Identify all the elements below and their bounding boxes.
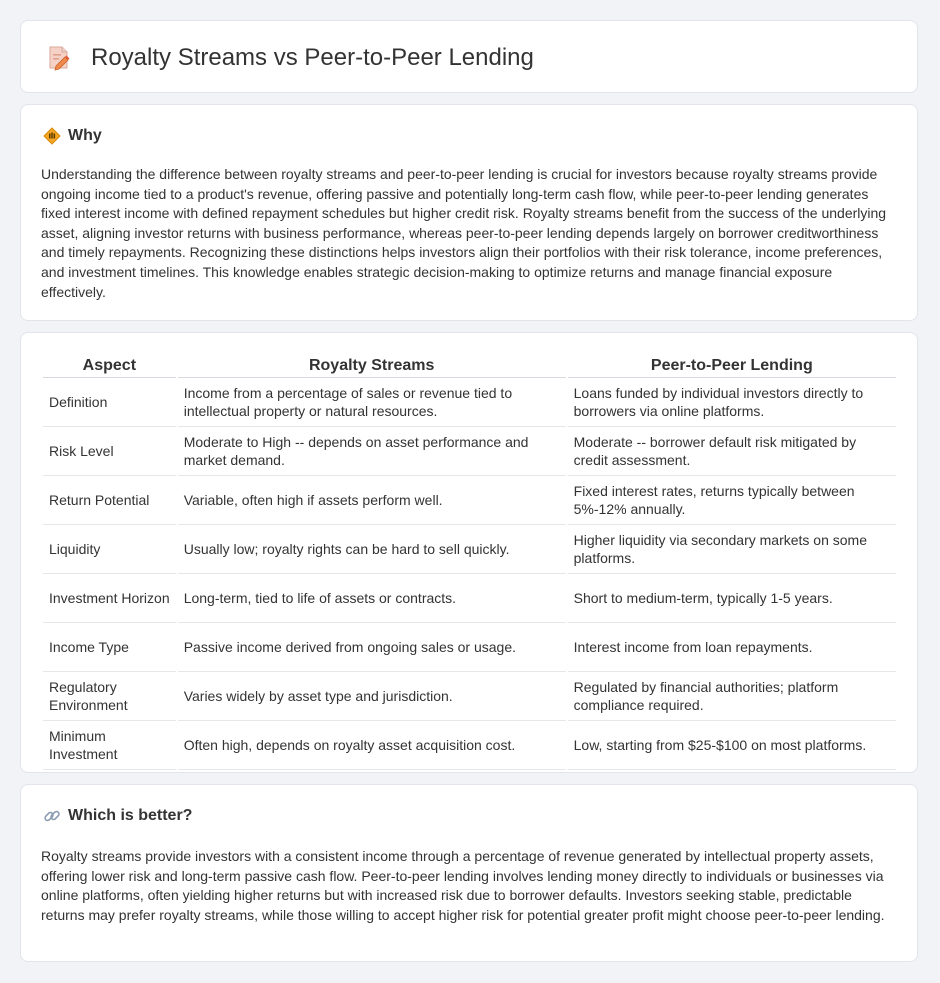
why-section bbox=[20, 104, 918, 321]
row-royalty-cell: Passive income derived from ongoing sales or usage. bbox=[178, 623, 566, 672]
row-p2p-cell: Low, starting from $25-$100 on most platforms. bbox=[568, 721, 896, 770]
row-p2p-cell: Fixed interest rates, returns typically between 5%-12% annually. bbox=[568, 476, 896, 525]
row-aspect-cell: Income Type bbox=[43, 623, 176, 672]
better-text: Royalty streams provide investors with a consistent income through a percentage of revenue generated by intellectual property assets, offering lower risk and long-term passive cash flow. Peer-to-peer lending involves lending money directly to individuals or businesses via online platforms, often yielding higher returns but with increased risk due to borrower defaults. Investors seeking stable, predictable returns may prefer royalty streams, while those willing to accept higher risk for potential greater profit might choose peer-to-peer lending. bbox=[41, 848, 885, 923]
why-heading-row bbox=[43, 127, 102, 145]
row-p2p-cell: Interest income from loan repayments. bbox=[568, 623, 896, 672]
document-pencil-icon bbox=[47, 45, 71, 71]
comparison-table bbox=[41, 355, 898, 770]
row-aspect-cell: Investment Horizon bbox=[43, 574, 176, 623]
header-peer-to-peer-lending: Peer-to-Peer Lending bbox=[568, 355, 896, 378]
row-p2p-cell: Regulated by financial authorities; platform compliance required. bbox=[568, 672, 896, 721]
title-card bbox=[20, 20, 918, 93]
header-royalty-streams: Royalty Streams bbox=[178, 355, 566, 378]
table-row bbox=[43, 427, 896, 476]
table-row bbox=[43, 378, 896, 427]
row-royalty-cell: Varies widely by asset type and jurisdiction. bbox=[178, 672, 566, 721]
row-royalty-cell: Long-term, tied to life of assets or contracts. bbox=[178, 574, 566, 623]
which-is-better-section bbox=[20, 784, 918, 962]
table-row bbox=[43, 476, 896, 525]
row-royalty-cell: Often high, depends on royalty asset acquisition cost. bbox=[178, 721, 566, 770]
table-row bbox=[43, 623, 896, 672]
row-royalty-cell: Moderate to High -- depends on asset performance and market demand. bbox=[178, 427, 566, 476]
why-heading: Why bbox=[68, 127, 102, 144]
page-title: Royalty Streams vs Peer-to-Peer Lending bbox=[91, 44, 534, 71]
row-aspect-cell: Risk Level bbox=[43, 427, 176, 476]
row-p2p-cell: Loans funded by individual investors directly to borrowers via online platforms. bbox=[568, 378, 896, 427]
diamond-signal-icon bbox=[43, 127, 61, 145]
better-heading: Which is better? bbox=[68, 807, 193, 824]
row-aspect-cell: Return Potential bbox=[43, 476, 176, 525]
row-royalty-cell: Variable, often high if assets perform well. bbox=[178, 476, 566, 525]
row-p2p-cell: Moderate -- borrower default risk mitigated by credit assessment. bbox=[568, 427, 896, 476]
why-text: Understanding the difference between royalty streams and peer-to-peer lending is crucial for investors because royalty streams provide ongoing income tied to a product's revenue, offering passive and potentially long-term cash flow, while peer-to-peer lending generates fixed interest income with defined repayment schedules but higher credit risk. Royalty streams benefit from the success of the underlying asset, aligning investor returns with business performance, whereas peer-to-peer lending depends largely on borrower creditworthiness and timely repayments. Recognizing these distinctions helps investors align their portfolios with their risk tolerance, income preferences, and investment timelines. This knowledge enables strategic decision-making to optimize returns and manage financial exposure effectively. bbox=[41, 166, 887, 300]
table-row bbox=[43, 525, 896, 574]
row-p2p-cell: Higher liquidity via secondary markets on some platforms. bbox=[568, 525, 896, 574]
table-row bbox=[43, 721, 896, 770]
table-row bbox=[43, 574, 896, 623]
better-heading-row bbox=[43, 807, 192, 825]
link-icon bbox=[43, 807, 61, 825]
row-p2p-cell: Short to medium-term, typically 1-5 years. bbox=[568, 574, 896, 623]
row-royalty-cell: Income from a percentage of sales or revenue tied to intellectual property or natural resources. bbox=[178, 378, 566, 427]
table-header-row bbox=[43, 355, 896, 378]
row-aspect-cell: Minimum Investment bbox=[43, 721, 176, 770]
row-aspect-cell: Definition bbox=[43, 378, 176, 427]
row-aspect-cell: Liquidity bbox=[43, 525, 176, 574]
title-row bbox=[47, 43, 534, 73]
row-royalty-cell: Usually low; royalty rights can be hard to sell quickly. bbox=[178, 525, 566, 574]
comparison-section bbox=[20, 332, 918, 773]
row-aspect-cell: Regulatory Environment bbox=[43, 672, 176, 721]
header-aspect: Aspect bbox=[43, 355, 176, 378]
table-row bbox=[43, 672, 896, 721]
